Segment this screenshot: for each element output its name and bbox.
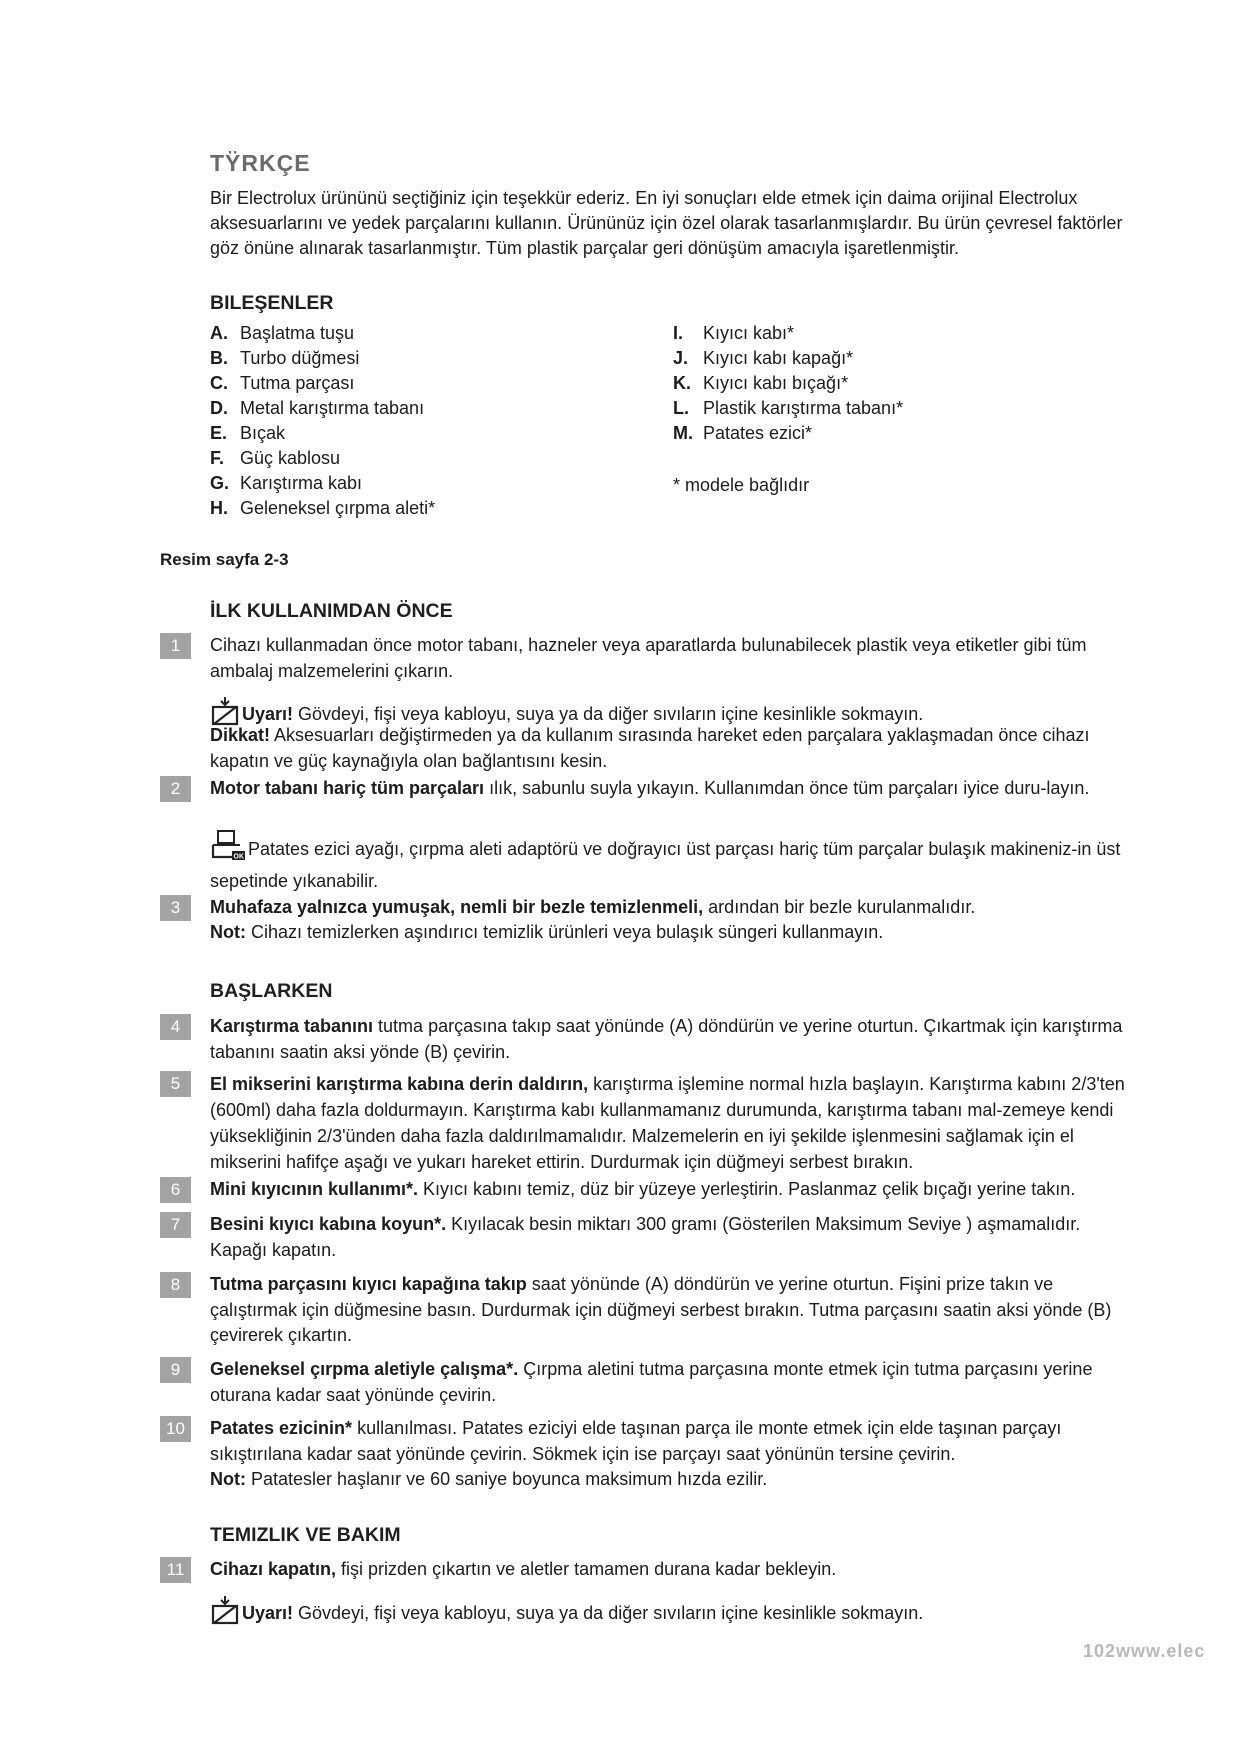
step-number-badge: 6 (160, 1177, 191, 1203)
step-number-badge: 10 (160, 1416, 191, 1442)
component-item: K. Kıyıcı kabı bıçağı* (673, 373, 849, 393)
step-1-text: Cihazı kullanmadan önce motor tabanı, hazneler veya aparatlarda bulunabilecek plastik veya etiketler gibi tüm ambalaj malzemelerini çıkarın. (210, 635, 1087, 681)
step-number-badge: 2 (160, 776, 191, 802)
component-item: B. Turbo düğmesi (210, 348, 360, 368)
step-number-badge: 3 (160, 895, 191, 921)
step-9-text: Geleneksel çırpma aletiyle çalışma*. Çırpma aletini tutma parçasına monte etmek için tutma parçasını yerine oturana kadar saat yönünde çevirin. (210, 1359, 1093, 1405)
step-3-text: Muhafaza yalnızca yumuşak, nemli bir bezle temizlenmeli, ardından bir bezle kurulanmalıdır. (210, 897, 976, 917)
component-item: G. Karıştırma kabı (210, 473, 363, 493)
svg-text:OK: OK (233, 853, 244, 861)
step-8-text: Tutma parçasını kıyıcı kapağına takıp saat yönünde (A) döndürün ve yerine oturtun. Fişini prize takın ve çalıştırmak için düğmesine basın. Durdurmak için düğmeyi serbest bırakın. Tutma parçasını saatin aksi yönde (B) çevirerek çıkartın. (210, 1274, 1112, 1345)
dishwasher-note: OK Patates ezici ayağı, çırpma aleti adaptörü ve doğrayıcı üst parçası hariç tüm parçalar bulaşık makineniz-in üst sepetinde yıkanabilir. (210, 829, 1130, 894)
step-11-text: Cihazı kapatın, fişi prizden çıkartın ve aletler tamamen durana kadar bekleyin. (210, 1559, 837, 1579)
dishwasher-icon (210, 829, 246, 869)
caution-note: Dikkat! Aksesuarları değiştirmeden ya da kullanım sırasında hareket eden parçalara yaklaşmadan önce cihazı kapatın ve güç kaynağıyla olan bağlantısını kesin. (210, 725, 1090, 771)
step-number-badge: 8 (160, 1272, 191, 1298)
step-4-text: Karıştırma tabanını tutma parçasına takıp saat yönünde (A) döndürün ve yerine oturtun. Çıkartmak için karıştırma tabanını saatin aksi yönde (B) çevirin. (210, 1016, 1123, 1062)
component-item: F. Güç kablosu (210, 448, 341, 468)
component-item: L. Plastik karıştırma tabanı* (673, 398, 904, 418)
cleaning-heading: TEMIZLIK VE BAKIM (210, 1524, 401, 1546)
step-number-badge: 1 (160, 633, 191, 659)
step-2-text: Motor tabanı hariç tüm parçaları ılık, sabunlu suyla yıkayın. Kullanımdan önce tüm parçaları iyice duru-layın. (210, 778, 1090, 798)
component-item: D. Metal karıştırma tabanı (210, 398, 425, 418)
no-immerse-icon (210, 1595, 240, 1633)
component-item: J. Kıyıcı kabı kapağı* (673, 348, 854, 368)
page-footer: 102www.elec (1083, 1641, 1206, 1661)
component-item: C. Tutma parçası (210, 373, 355, 393)
first-use-heading: İLK KULLANIMDAN ÖNCE (210, 600, 453, 622)
step-5-text: El mikserini karıştırma kabına derin daldırın, karıştırma işlemine normal hızla başlayın. Karıştırma kabını 2/3'ten (600ml) daha fazla doldurmayın. Karıştırma kabı kullanmamanız durumunda, karıştırma tabanı mal-zemeye kendi yüksekliğinin 2/3'ünden daha fazla daldırılmamalıdır. Malzemelerin en iyi şekilde işlenmesini sağlamak için el mikserini hafifçe aşağı ve yukarı hareket ettirin. Durdurmak için düğmeyi serbest bırakın. (210, 1074, 1125, 1172)
components-list-left (210, 321, 435, 521)
step-3-note: Not: Cihazı temizlerken aşındırıcı temizlik ürünleri veya bulaşık süngeri kullanmayın. (210, 922, 884, 942)
step-10-text: Patates ezicinin* kullanılması. Patates eziciyi elde taşınan parça ile monte etmek için elde taşınan parçayı sıkıştırılana kadar saat yönünde çevirin. Sökmek için ise parçayı saat yönünün tersine çevirin. (210, 1418, 1062, 1464)
step-number-badge: 9 (160, 1357, 191, 1383)
step-7-text: Besini kıyıcı kabına koyun*. Kıyılacak besin miktarı 300 gramı (Gösterilen Maksimum Seviye ) aşmamalıdır. Kapağı kapatın. (210, 1214, 1081, 1260)
model-note: * modele bağlıdır (673, 475, 810, 495)
components-list-right (673, 321, 903, 446)
getting-started-heading: BAŞLARKEN (210, 980, 333, 1002)
warning-2: Uyarı! Gövdeyi, fişi veya kabloyu, suya ya da diğer sıvıların içine kesinlikle sokmayın. (210, 1595, 1130, 1633)
step-number-badge: 7 (160, 1212, 191, 1238)
intro-paragraph: Bir Electrolux ürününü seçtiğiniz için teşekkür ederiz. En iyi sonuçları elde etmek için daima orijinal Electrolux aksesuarlarını ve yedek parçalarını kullanın. Ürününüz için özel olarak tasarlanmışlardır. Bu ürün çevresel faktörler göz önüne alınarak tasarlanmıştır. Tüm plastik parçalar geri dönüşüm amacıyla işaretlenmiştir. (210, 188, 1123, 258)
component-item: A. Başlatma tuşu (210, 323, 355, 343)
step-10-note: Not: Patatesler haşlanır ve 60 saniye boyunca maksimum hızda ezilir. (210, 1469, 768, 1489)
step-number-badge: 11 (160, 1557, 191, 1583)
warning-1: Uyarı! Gövdeyi, fişi veya kabloyu, suya ya da diğer sıvıların içine kesinlikle sokmayın. (210, 696, 1130, 734)
component-item: I. Kıyıcı kabı* (673, 323, 795, 343)
step-6-text: Mini kıyıcının kullanımı*. Kıyıcı kabını temiz, düz bir yüzeye yerleştirin. Paslanmaz çelik bıçağı yerine takın. (210, 1179, 1076, 1199)
language-title: TŸRKÇE (210, 150, 311, 176)
component-item: M. Patates ezici* (673, 423, 813, 443)
component-item: E. Bıçak (210, 423, 286, 443)
component-item: H. Geleneksel çırpma aleti* (210, 498, 436, 518)
step-number-badge: 5 (160, 1071, 191, 1097)
step-number-badge: 4 (160, 1014, 191, 1040)
figure-reference: Resim sayfa 2-3 (160, 550, 289, 569)
components-heading: BILEŞENLER (210, 292, 334, 314)
